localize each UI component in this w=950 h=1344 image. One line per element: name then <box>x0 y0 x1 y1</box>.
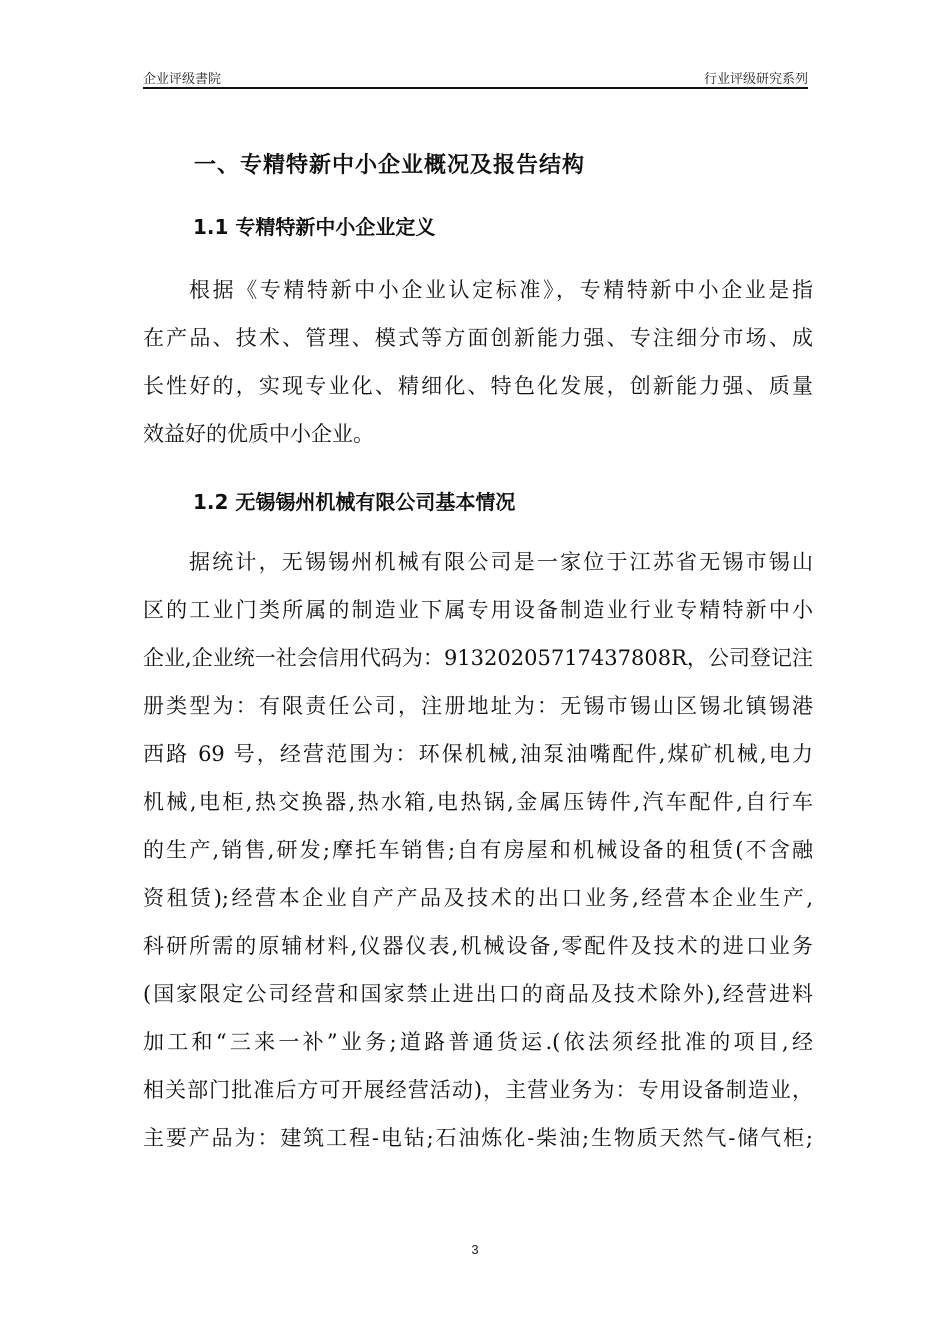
paragraph-definition <box>143 266 813 458</box>
paragraph-line: 资租赁);经营本企业自产产品及技术的出口业务,经营本企业生产, <box>143 886 813 910</box>
subsection-title-1-2: 1.2 无锡锡州机械有限公司基本情况 <box>193 490 516 514</box>
section-title: 一、专精特新中小企业概况及报告结构 <box>194 153 586 178</box>
paragraph-line: 西路 69 号，经营范围为：环保机械,油泵油嘴配件,煤矿机械,电力 <box>143 742 813 766</box>
paragraph-line: 据统计，无锡锡州机械有限公司是一家位于江苏省无锡市锡山 <box>189 550 813 574</box>
paragraph-line: 企业,企业统一社会信用代码为：91320205717437808R，公司登记注 <box>143 646 813 670</box>
paragraph-line: 长性好的，实现专业化、精细化、特色化发展，创新能力强、质量 <box>143 374 813 398</box>
subsection-title-1-1: 1.1 专精特新中小企业定义 <box>193 215 436 239</box>
header-publisher: 企业评级書院 <box>143 72 222 87</box>
page-header <box>143 66 808 88</box>
paragraph-line: 机械,电柜,热交换器,热水箱,电热锅,金属压铸件,汽车配件,自行车 <box>143 790 813 814</box>
paragraph-line: (国家限定公司经营和国家禁止进出口的商品及技术除外),经营进料 <box>143 982 813 1006</box>
header-series: 行业评级研究系列 <box>703 72 808 87</box>
header-divider <box>143 87 808 89</box>
paragraph-line: 加工和“三来一补”业务;道路普通货运.(依法须经批准的项目,经 <box>143 1030 813 1054</box>
paragraph-line: 区的工业门类所属的制造业下属专用设备制造业行业专精特新中小 <box>143 598 813 622</box>
paragraph-line: 效益好的优质中小企业。 <box>143 422 374 446</box>
paragraph-company-info <box>143 538 813 1162</box>
paragraph-line: 在产品、技术、管理、模式等方面创新能力强、专注细分市场、成 <box>143 326 813 350</box>
paragraph-line: 根据《专精特新中小企业认定标准》，专精特新中小企业是指 <box>189 278 813 302</box>
paragraph-line: 的生产,销售,研发;摩托车销售;自有房屋和机械设备的租赁(不含融 <box>143 838 813 862</box>
paragraph-line: 科研所需的原辅材料,仪器仪表,机械设备,零配件及技术的进口业务 <box>143 934 813 958</box>
paragraph-line: 主要产品为：建筑工程-电钻;石油炼化-柴油;生物质天然气-储气柜; <box>143 1126 813 1150</box>
paragraph-line: 册类型为：有限责任公司，注册地址为：无锡市锡山区锡北镇锡港 <box>143 694 813 718</box>
page-number: 3 <box>471 1242 479 1257</box>
paragraph-line: 相关部门批准后方可开展经营活动)，主营业务为：专用设备制造业， <box>143 1078 813 1102</box>
